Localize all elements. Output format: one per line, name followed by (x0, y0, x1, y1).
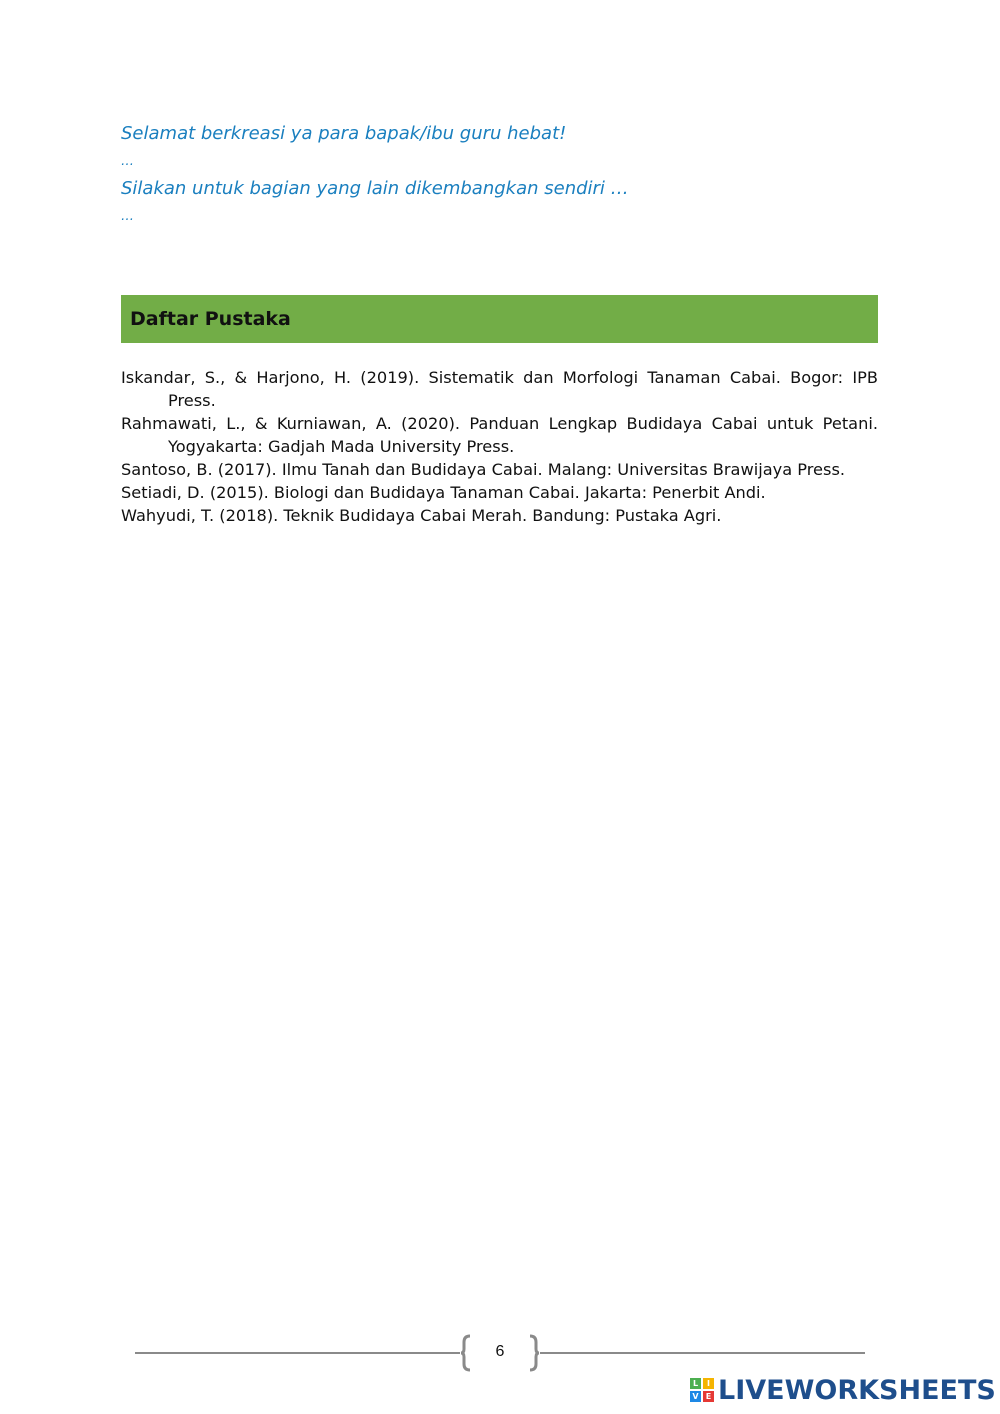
footer-divider-left (135, 1352, 460, 1354)
reference-item: Santoso, B. (2017). Ilmu Tanah dan Budidaya Cabai. Malang: Universitas Brawijaya Press. (121, 460, 846, 479)
intro-ellipsis-1: … (121, 154, 134, 169)
section-header-bar (121, 295, 878, 343)
logo-text: LIVEWORKSHEETS (718, 1374, 996, 1406)
intro-ellipsis-2: … (121, 209, 134, 224)
badge-letter: L (690, 1378, 701, 1389)
badge-letter: V (690, 1391, 701, 1402)
page-number: 6 (495, 1343, 505, 1360)
liveworksheets-logo (690, 1373, 996, 1407)
reference-item: Rahmawati, L., & Kurniawan, A. (2020). Panduan Lengkap Budidaya Cabai untuk Petani. Yogyakarta: Gadjah Mada University Press. (121, 414, 878, 456)
left-bracket-icon (460, 1334, 474, 1372)
section-title: Daftar Pustaka (130, 308, 291, 330)
right-bracket-icon (526, 1334, 540, 1372)
badge-letter: E (703, 1391, 714, 1402)
reference-item: Setiadi, D. (2015). Biologi dan Budidaya Tanaman Cabai. Jakarta: Penerbit Andi. (121, 483, 766, 502)
intro-instruction: Silakan untuk bagian yang lain dikembangkan sendiri … (121, 178, 629, 199)
footer-divider-right (540, 1352, 865, 1354)
reference-item: Wahyudi, T. (2018). Teknik Budidaya Cabai Merah. Bandung: Pustaka Agri. (121, 506, 722, 525)
badge-letter: I (703, 1378, 714, 1389)
reference-list (121, 366, 878, 527)
live-badge-icon (690, 1378, 714, 1402)
reference-item: Iskandar, S., & Harjono, H. (2019). Sistematik dan Morfologi Tanaman Cabai. Bogor: IPB Press. (121, 368, 878, 410)
intro-notes (121, 120, 881, 230)
intro-greeting: Selamat berkreasi ya para bapak/ibu guru hebat! (121, 123, 567, 144)
